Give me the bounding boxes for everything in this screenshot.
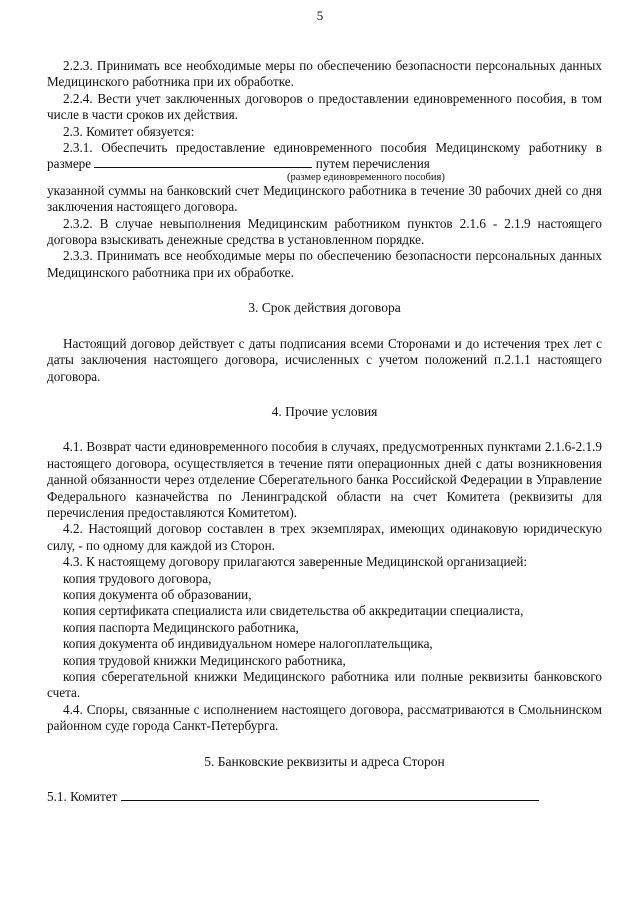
clause-5-1-label: 5.1. Комитет bbox=[47, 789, 118, 805]
clause-2-3-1-text-b: путем перечисления bbox=[315, 156, 430, 172]
attachment-item: копия документа об индивидуальном номере налогоплательщика, bbox=[63, 636, 433, 652]
section-4-heading: 4. Прочие условия bbox=[271, 403, 378, 419]
section-5-heading: 5. Банковские реквизиты и адреса Сторон bbox=[204, 753, 445, 769]
clause-4-4: 4.4. Споры, связанные с исполнением настоящего договора, рассматриваются в Смольнинском районном суде города Санкт-Петербурга. bbox=[47, 701, 602, 734]
clause-2-3-3: 2.3.3. Принимать все необходимые меры по обеспечению безопасности персональных данных Медицинского работника при их обработке. bbox=[47, 248, 602, 280]
clause-2-3-1-text-a: 2.3.1. Обеспечить предоставление единовременного пособия Медицинскому работнику в размере bbox=[47, 140, 602, 172]
amount-caption: (размер единовременного пособия) bbox=[287, 171, 445, 183]
attachment-item: копия сертификата специалиста или свидетельства об аккредитации специалиста, bbox=[63, 603, 524, 619]
committee-blank-line bbox=[121, 789, 539, 801]
clause-2-3-1-continued: указанной суммы на банковский счет Медицинского работника в течение 30 рабочих дней со дня заключения настоящего договора. bbox=[47, 182, 602, 215]
clause-2-3: 2.3. Комитет обязуется: bbox=[63, 123, 195, 139]
clause-4-1: 4.1. Возврат части единовременного пособия в случаях, предусмотренных пунктами 2.1.6-2.1.9 настоящего договора, осуществляется в течение пяти операционных дней с даты возникновения данной обязанности через отделение Сберегательного банка Российской Федерации в Управление Федерального казначейства по Ленинградской области на счет Комитета (реквизиты для перечисления предоставляются Комитетом). bbox=[47, 439, 602, 520]
attachment-item: копия трудового договора, bbox=[63, 570, 212, 586]
clause-4-3: 4.3. К настоящему договору прилагаются заверенные Медицинской организацией: bbox=[63, 554, 528, 570]
clause-2-3-1 bbox=[47, 140, 602, 173]
section-3-text: Настоящий договор действует с даты подписания всеми Сторонами и до истечения трех лет с даты заключения настоящего договора, исчисленных с учетом положений п.2.1.1 настоящего договора. bbox=[47, 335, 602, 384]
amount-blank-line bbox=[94, 156, 312, 168]
attachment-item: копия трудовой книжки Медицинского работника, bbox=[63, 652, 346, 668]
section-3-heading: 3. Срок действия договора bbox=[248, 300, 401, 316]
attachment-item: копия сберегательной книжки Медицинского работника или полные реквизиты банковского счета. bbox=[47, 669, 602, 701]
document-body bbox=[47, 58, 602, 805]
clause-4-2: 4.2. Настоящий договор составлен в трех экземплярах, имеющих одинаковую юридическую силу, - по одному для каждой из Сторон. bbox=[47, 521, 602, 553]
clause-5-1 bbox=[47, 789, 602, 805]
clause-2-2-4: 2.2.4. Вести учет заключенных договоров о предоставлении единовременного пособия, в том числе в части сроков их действия. bbox=[47, 90, 602, 123]
clause-2-3-2: 2.3.2. В случае невыполнения Медицинским работником пунктов 2.1.6 - 2.1.9 настоящего договора взыскивать денежные средства в установленном порядке. bbox=[47, 215, 602, 248]
attachment-item: копия документа об образовании, bbox=[63, 586, 252, 602]
clause-2-2-3: 2.2.3. Принимать все необходимые меры по обеспечению безопасности персональных данных Медицинского работника при их обработке. bbox=[47, 58, 602, 90]
attachment-item: копия паспорта Медицинского работника, bbox=[63, 619, 299, 635]
page-number: 5 bbox=[316, 8, 324, 23]
